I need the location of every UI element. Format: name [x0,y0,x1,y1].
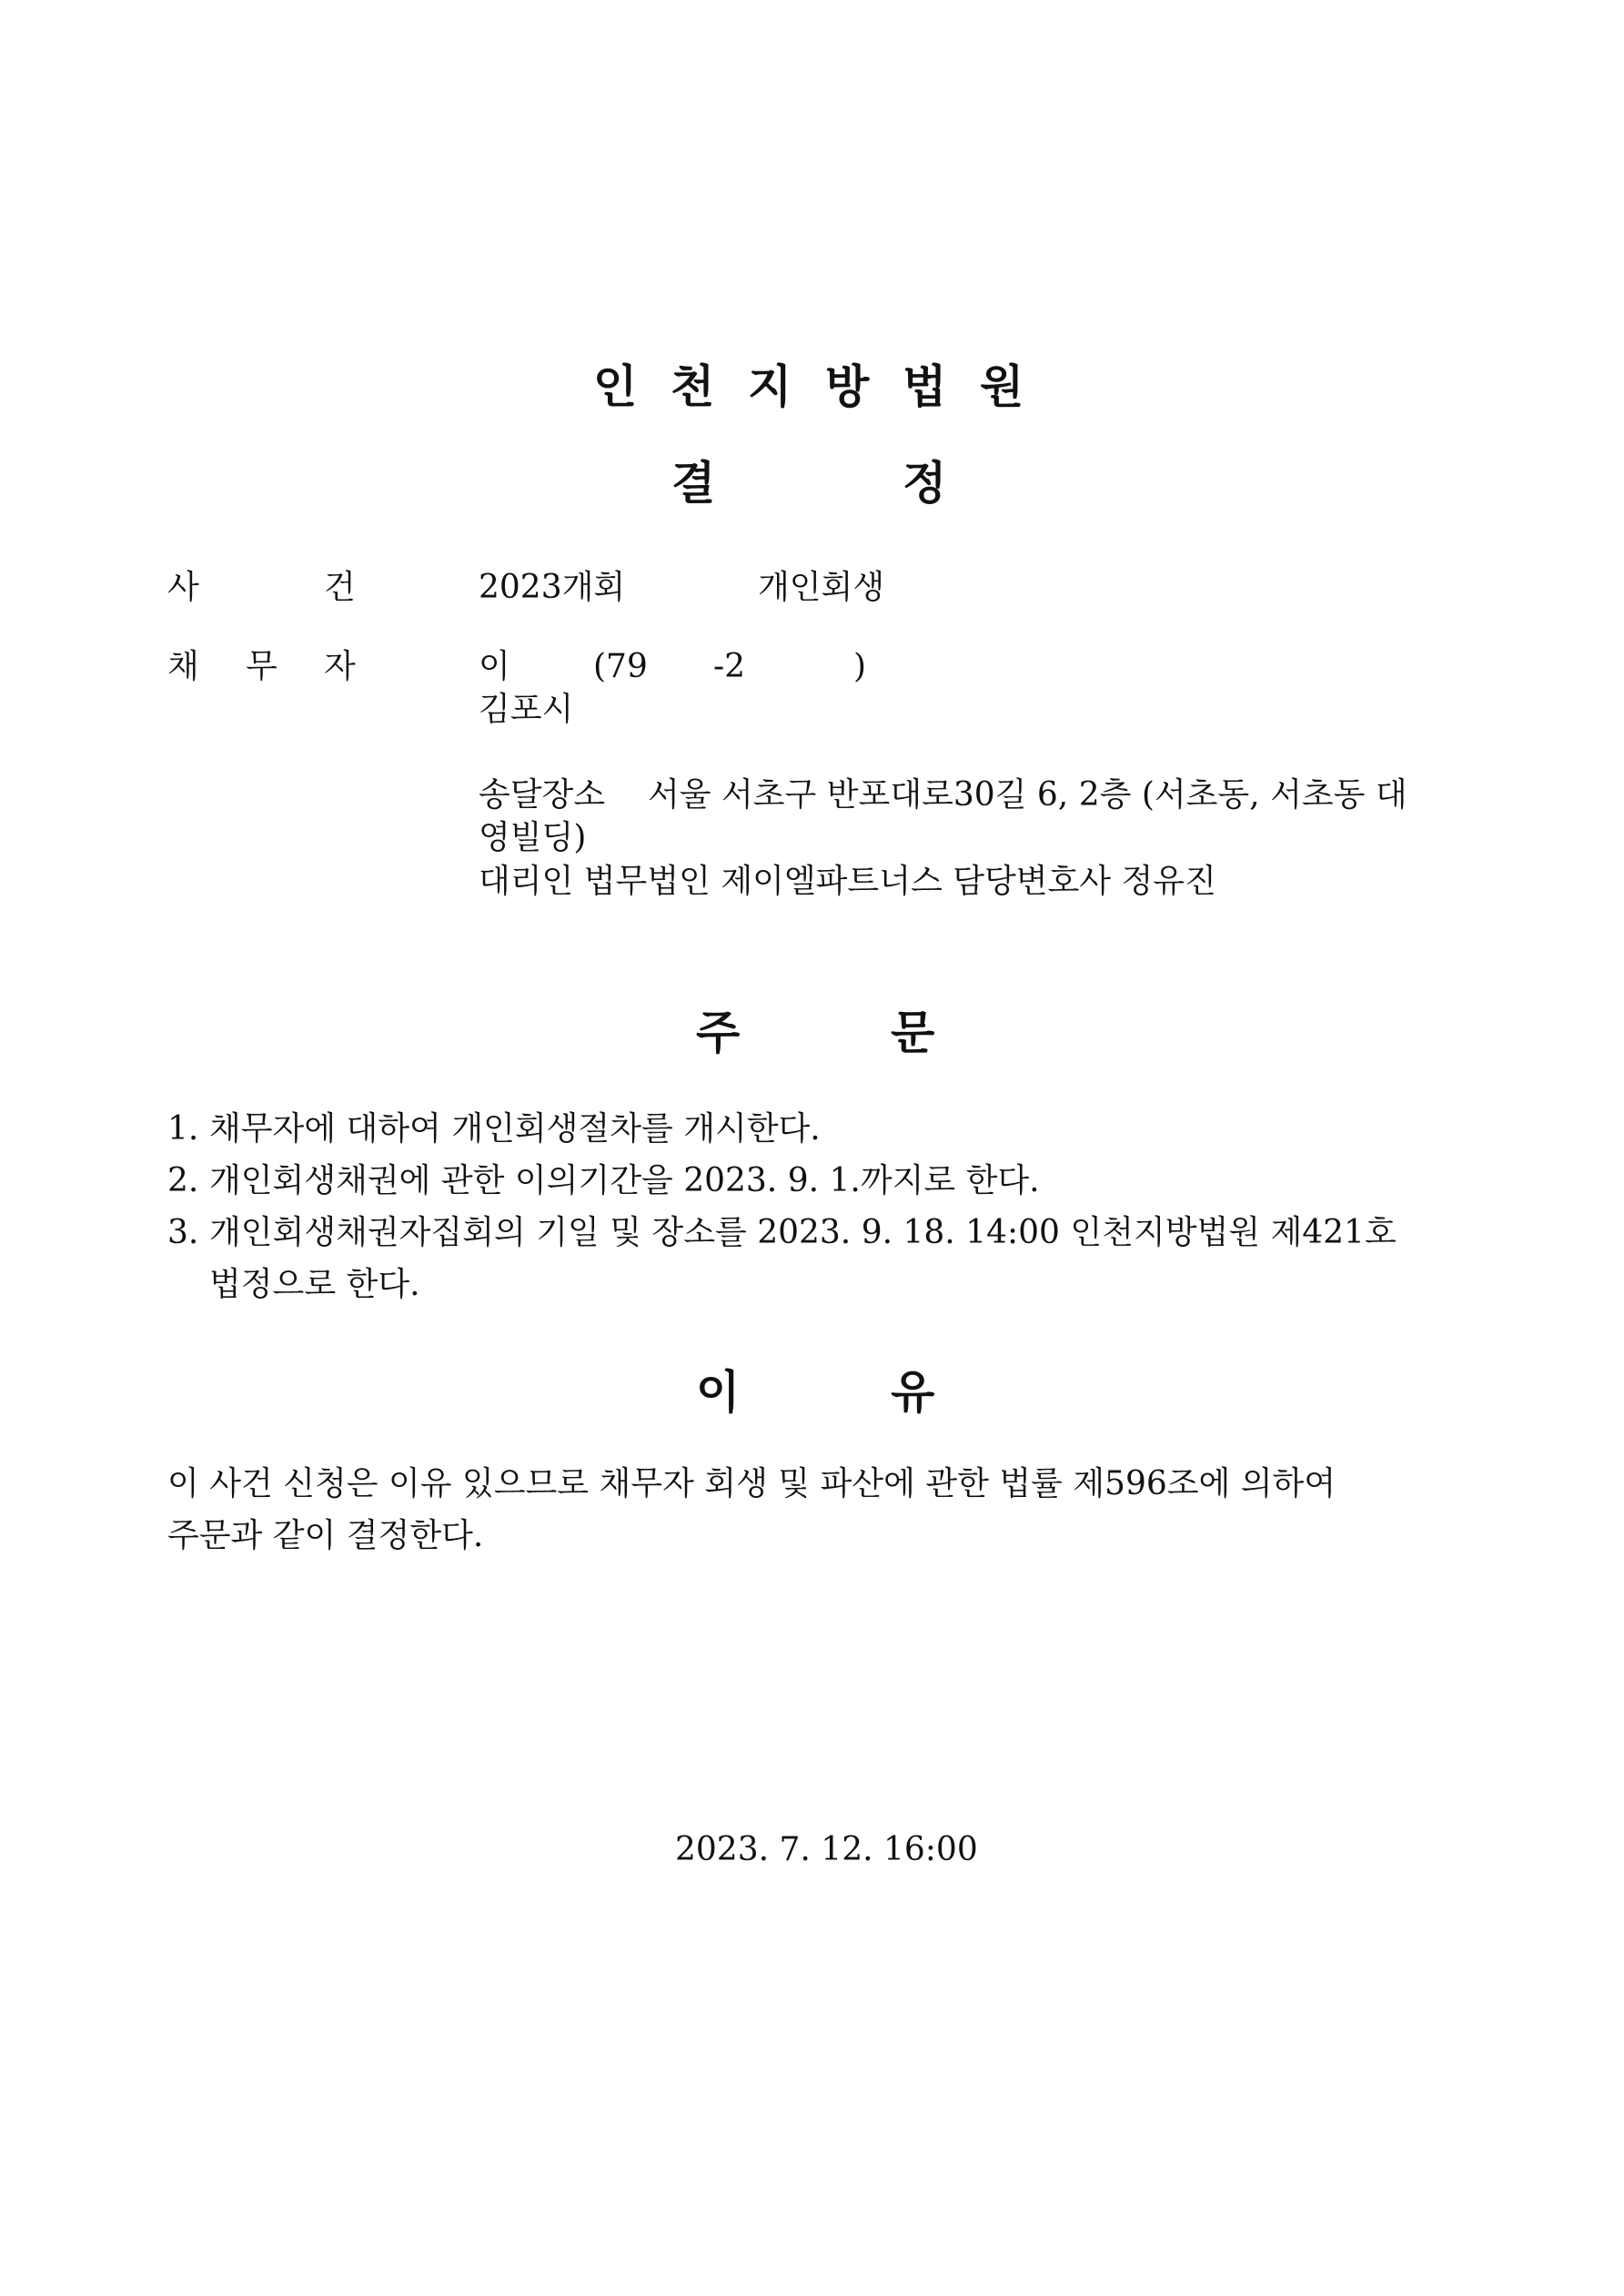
ruling-heading-char: 문 [891,1006,935,1059]
debtor-label-char: 자 [324,648,356,685]
delivery-address-continued: 영빌딩) [479,819,587,856]
delivery-label: 송달장소 [479,776,606,814]
ruling-item-number: 2. [167,1162,199,1199]
debtor-id-open: (79 [593,648,648,685]
debtor-name: 이 [479,648,510,685]
representative: 대리인 법무법인 제이엘파트너스 담당변호사 정유진 [479,863,1216,900]
court-name-char: 법 [903,360,947,413]
ruling-item-text: 채무자에 대하여 개인회생절차를 개시한다. [209,1110,821,1148]
ruling-item-text: 개인회생채권에 관한 이의기간을 2023. 9. 1.까지로 한다. [209,1162,1040,1199]
doc-type-char: 결 [671,457,716,510]
reason-line: 주문과 같이 결정한다. [167,1517,484,1554]
case-label-char: 사 [167,569,199,606]
delivery-address: 서울 서초구 반포대로30길 6, 2층 (서초동, 서초동 대 [648,776,1407,814]
debtor-id-mid: -2 [713,648,746,685]
case-name: 개인회생 [758,569,885,606]
ruling-item-number: 1. [167,1110,199,1148]
decision-date: 2023. 7. 12. 16:00 [675,1831,978,1868]
reason-heading-char: 유 [891,1366,935,1419]
reason-line: 이 사건 신청은 이유 있으므로 채무자 회생 및 파산에 관한 법률 제596조에 의하여 [167,1465,1337,1502]
ruling-heading-char: 주 [696,1006,741,1059]
case-number: 2023개회 [479,569,626,606]
debtor-label-char: 무 [246,648,277,685]
court-name-char: 원 [980,360,1024,413]
ruling-item-number: 3. [167,1214,199,1251]
court-name-char: 지 [748,360,792,413]
ruling-item-text-continued: 법정으로 한다. [209,1266,420,1303]
court-name-char: 방 [825,360,870,413]
court-name-char: 천 [671,360,715,413]
debtor-id-close: ) [853,648,867,685]
ruling-item-text: 개인회생채권자집회의 기일 및 장소를 2023. 9. 18. 14:00 인천지방법원 제421호 [209,1214,1397,1251]
court-name-char: 인 [593,360,638,413]
debtor-label-char: 채 [167,648,199,685]
debtor-address: 김포시 [479,691,574,728]
doc-type-char: 정 [903,457,947,510]
reason-heading-char: 이 [696,1366,741,1419]
case-label-char: 건 [324,569,356,606]
